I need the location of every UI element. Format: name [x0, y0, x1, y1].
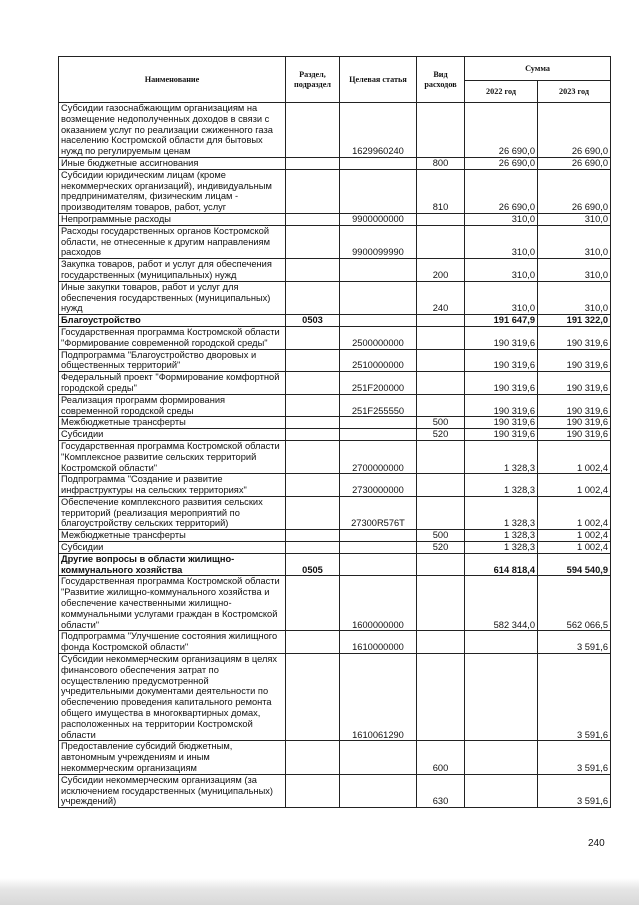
- row-sum-2022: 1 328,3: [465, 496, 538, 529]
- row-sum-2023: 3 591,6: [538, 774, 611, 807]
- table-row: [59, 315, 611, 327]
- row-sum-2023: 190 319,6: [538, 372, 611, 395]
- row-name: Субсидии некоммерческим организациям в целях финансового обеспечения затрат по осуществлению предусмотренной учредительными документами деятельности по обеспечению проведения капитального ремонта общего имущества в многоквартирных домах, расположенных на территории Костромской области: [59, 654, 286, 741]
- table-row: [59, 774, 611, 807]
- row-target: [340, 281, 417, 314]
- row-name: Субсидии юридическим лицам (кроме некоммерческих организаций), индивидуальным предпринимателям, физическим лицам - производителям товаров, работ, услуг: [59, 169, 286, 213]
- row-type: [417, 315, 465, 327]
- row-type: [417, 474, 465, 497]
- row-target: 1629960240: [340, 103, 417, 158]
- row-target: [340, 417, 417, 429]
- table-row: [59, 103, 611, 158]
- row-sum-2023: 594 540,9: [538, 553, 611, 576]
- row-sum-2022: 310,0: [465, 213, 538, 225]
- table-row: [59, 372, 611, 395]
- row-sum-2022: 26 690,0: [465, 103, 538, 158]
- row-name: Реализация программ формирования современной городской среды: [59, 394, 286, 417]
- row-sum-2022: 26 690,0: [465, 169, 538, 213]
- row-sum-2022: [465, 774, 538, 807]
- row-type: [417, 496, 465, 529]
- row-section: [286, 631, 340, 654]
- row-type: [417, 576, 465, 631]
- row-name: Закупка товаров, работ и услуг для обеспечения государственных (муниципальных) нужд: [59, 259, 286, 282]
- row-name: Другие вопросы в области жилищно-коммунального хозяйства: [59, 553, 286, 576]
- row-sum-2023: 3 591,6: [538, 654, 611, 741]
- row-type: 520: [417, 429, 465, 441]
- row-sum-2022: [465, 631, 538, 654]
- row-target: 251F255550: [340, 394, 417, 417]
- table-row: [59, 474, 611, 497]
- row-section: 0505: [286, 553, 340, 576]
- row-sum-2022: 190 319,6: [465, 372, 538, 395]
- header-section: Раздел, подраздел: [286, 57, 340, 103]
- row-sum-2022: 1 328,3: [465, 542, 538, 554]
- row-sum-2023: 310,0: [538, 225, 611, 258]
- row-name: Межбюджетные трансферты: [59, 417, 286, 429]
- table-row: [59, 654, 611, 741]
- row-sum-2022: 191 647,9: [465, 315, 538, 327]
- row-name: Подпрограмма "Улучшение состояния жилищного фонда Костромской области": [59, 631, 286, 654]
- row-sum-2023: 26 690,0: [538, 103, 611, 158]
- row-name: Субсидии: [59, 542, 286, 554]
- row-type: [417, 326, 465, 349]
- row-sum-2023: 1 002,4: [538, 496, 611, 529]
- row-sum-2022: 190 319,6: [465, 326, 538, 349]
- row-section: 0503: [286, 315, 340, 327]
- row-target: 2700000000: [340, 440, 417, 473]
- row-sum-2022: 310,0: [465, 225, 538, 258]
- row-section: [286, 474, 340, 497]
- row-sum-2023: 3 591,6: [538, 631, 611, 654]
- table-row: [59, 631, 611, 654]
- row-sum-2023: 1 002,4: [538, 474, 611, 497]
- table-body: [59, 103, 611, 808]
- table-row: [59, 553, 611, 576]
- row-target: 251F200000: [340, 372, 417, 395]
- row-type: [417, 213, 465, 225]
- row-target: 9900099990: [340, 225, 417, 258]
- row-section: [286, 417, 340, 429]
- row-sum-2023: 190 319,6: [538, 417, 611, 429]
- row-name: Межбюджетные трансферты: [59, 530, 286, 542]
- row-section: [286, 654, 340, 741]
- row-section: [286, 326, 340, 349]
- row-sum-2022: [465, 654, 538, 741]
- table-row: [59, 169, 611, 213]
- table-row: [59, 213, 611, 225]
- table-row: [59, 349, 611, 372]
- row-sum-2022: 1 328,3: [465, 474, 538, 497]
- row-sum-2022: 190 319,6: [465, 429, 538, 441]
- row-sum-2022: 310,0: [465, 281, 538, 314]
- row-name: Государственная программа Костромской области "Комплексное развитие сельских территорий Костромской области": [59, 440, 286, 473]
- row-type: [417, 553, 465, 576]
- row-target: 27300R576T: [340, 496, 417, 529]
- row-target: [340, 530, 417, 542]
- row-sum-2023: 1 002,4: [538, 440, 611, 473]
- row-section: [286, 349, 340, 372]
- row-type: 800: [417, 157, 465, 169]
- row-name: Непрограммные расходы: [59, 213, 286, 225]
- row-type: 200: [417, 259, 465, 282]
- row-type: [417, 631, 465, 654]
- row-section: [286, 225, 340, 258]
- row-name: Субсидии некоммерческим организациям (за исключением государственных (муниципальных) учреждений): [59, 774, 286, 807]
- table-row: [59, 530, 611, 542]
- budget-table: [58, 56, 611, 808]
- row-section: [286, 542, 340, 554]
- row-sum-2022: 190 319,6: [465, 349, 538, 372]
- table-row: [59, 576, 611, 631]
- row-section: [286, 213, 340, 225]
- row-sum-2023: 310,0: [538, 281, 611, 314]
- row-type: 500: [417, 417, 465, 429]
- row-sum-2023: 1 002,4: [538, 530, 611, 542]
- row-section: [286, 372, 340, 395]
- row-target: 1610000000: [340, 631, 417, 654]
- row-target: [340, 259, 417, 282]
- row-name: Расходы государственных органов Костромской области, не отнесенные к другим направлениям расходов: [59, 225, 286, 258]
- row-section: [286, 530, 340, 542]
- row-target: 2730000000: [340, 474, 417, 497]
- table-row: [59, 157, 611, 169]
- row-section: [286, 259, 340, 282]
- row-name: Субсидии газоснабжающим организациям на возмещение недополученных доходов в связи с оказанием услуг по реализации сжиженного газа населению Костромской области для бытовых нужд по регулируемым ценам: [59, 103, 286, 158]
- table-row: [59, 394, 611, 417]
- page-edge-shadow: [0, 878, 639, 905]
- row-sum-2023: 26 690,0: [538, 157, 611, 169]
- row-target: [340, 741, 417, 774]
- row-section: [286, 103, 340, 158]
- row-type: 630: [417, 774, 465, 807]
- row-section: [286, 496, 340, 529]
- row-type: 240: [417, 281, 465, 314]
- row-target: [340, 429, 417, 441]
- row-target: 2500000000: [340, 326, 417, 349]
- row-target: [340, 542, 417, 554]
- table-row: [59, 542, 611, 554]
- row-target: [340, 774, 417, 807]
- table-row: [59, 741, 611, 774]
- row-type: [417, 394, 465, 417]
- row-sum-2022: 1 328,3: [465, 440, 538, 473]
- row-sum-2022: 1 328,3: [465, 530, 538, 542]
- row-name: Благоустройство: [59, 315, 286, 327]
- row-type: 810: [417, 169, 465, 213]
- row-target: [340, 315, 417, 327]
- row-target: 1600000000: [340, 576, 417, 631]
- header-year-2023: 2023 год: [538, 81, 611, 103]
- header-sum: Сумма: [465, 57, 611, 81]
- row-sum-2022: 614 818,4: [465, 553, 538, 576]
- row-sum-2023: 310,0: [538, 213, 611, 225]
- row-name: Государственная программа Костромской области "Формирование современной городской среды": [59, 326, 286, 349]
- row-sum-2022: 190 319,6: [465, 394, 538, 417]
- row-sum-2023: 190 319,6: [538, 326, 611, 349]
- row-section: [286, 741, 340, 774]
- row-name: Иные закупки товаров, работ и услуг для обеспечения государственных (муниципальных) нужд: [59, 281, 286, 314]
- row-sum-2023: 190 319,6: [538, 429, 611, 441]
- row-sum-2023: 310,0: [538, 259, 611, 282]
- row-target: 2510000000: [340, 349, 417, 372]
- row-name: Иные бюджетные ассигнования: [59, 157, 286, 169]
- table-row: [59, 225, 611, 258]
- row-sum-2022: 26 690,0: [465, 157, 538, 169]
- row-name: Субсидии: [59, 429, 286, 441]
- row-type: 600: [417, 741, 465, 774]
- row-sum-2023: 190 319,6: [538, 394, 611, 417]
- header-year-2022: 2022 год: [465, 81, 538, 103]
- row-sum-2023: 1 002,4: [538, 542, 611, 554]
- table-row: [59, 259, 611, 282]
- row-section: [286, 774, 340, 807]
- row-sum-2023: 562 066,5: [538, 576, 611, 631]
- header-name: Наименование: [59, 57, 286, 103]
- row-type: [417, 349, 465, 372]
- table-row: [59, 440, 611, 473]
- page-number: 240: [588, 838, 605, 849]
- table-row: [59, 496, 611, 529]
- row-target: 1610061290: [340, 654, 417, 741]
- row-type: [417, 225, 465, 258]
- row-section: [286, 440, 340, 473]
- row-type: [417, 372, 465, 395]
- table-row: [59, 417, 611, 429]
- row-name: Подпрограмма "Благоустройство дворовых и общественных территорий": [59, 349, 286, 372]
- row-sum-2023: 26 690,0: [538, 169, 611, 213]
- row-name: Обеспечение комплексного развития сельских территорий (реализация мероприятий по благоустройству сельских территорий): [59, 496, 286, 529]
- header-type: Вид расходов: [417, 57, 465, 103]
- header-target: Целевая статья: [340, 57, 417, 103]
- row-type: 520: [417, 542, 465, 554]
- row-sum-2022: 582 344,0: [465, 576, 538, 631]
- row-name: Федеральный проект "Формирование комфортной городской среды": [59, 372, 286, 395]
- table-row: [59, 281, 611, 314]
- row-type: [417, 440, 465, 473]
- row-sum-2023: 191 322,0: [538, 315, 611, 327]
- row-name: Предоставление субсидий бюджетным, автономным учреждениям и иным некоммерческим организациям: [59, 741, 286, 774]
- row-name: Подпрограмма "Создание и развитие инфраструктуры на сельских территориях": [59, 474, 286, 497]
- row-section: [286, 394, 340, 417]
- row-target: [340, 169, 417, 213]
- row-type: [417, 654, 465, 741]
- row-target: [340, 157, 417, 169]
- row-sum-2022: 310,0: [465, 259, 538, 282]
- row-sum-2022: [465, 741, 538, 774]
- row-target: [340, 553, 417, 576]
- row-section: [286, 281, 340, 314]
- row-section: [286, 157, 340, 169]
- row-target: 9900000000: [340, 213, 417, 225]
- row-name: Государственная программа Костромской области "Развитие жилищно-коммунального хозяйства и обеспечение качественными жилищно-коммунальными услугами граждан в Костромской области": [59, 576, 286, 631]
- row-section: [286, 429, 340, 441]
- row-sum-2023: 190 319,6: [538, 349, 611, 372]
- row-sum-2023: 3 591,6: [538, 741, 611, 774]
- row-type: 500: [417, 530, 465, 542]
- row-section: [286, 169, 340, 213]
- row-sum-2022: 190 319,6: [465, 417, 538, 429]
- row-section: [286, 576, 340, 631]
- table-row: [59, 429, 611, 441]
- table-row: [59, 326, 611, 349]
- row-type: [417, 103, 465, 158]
